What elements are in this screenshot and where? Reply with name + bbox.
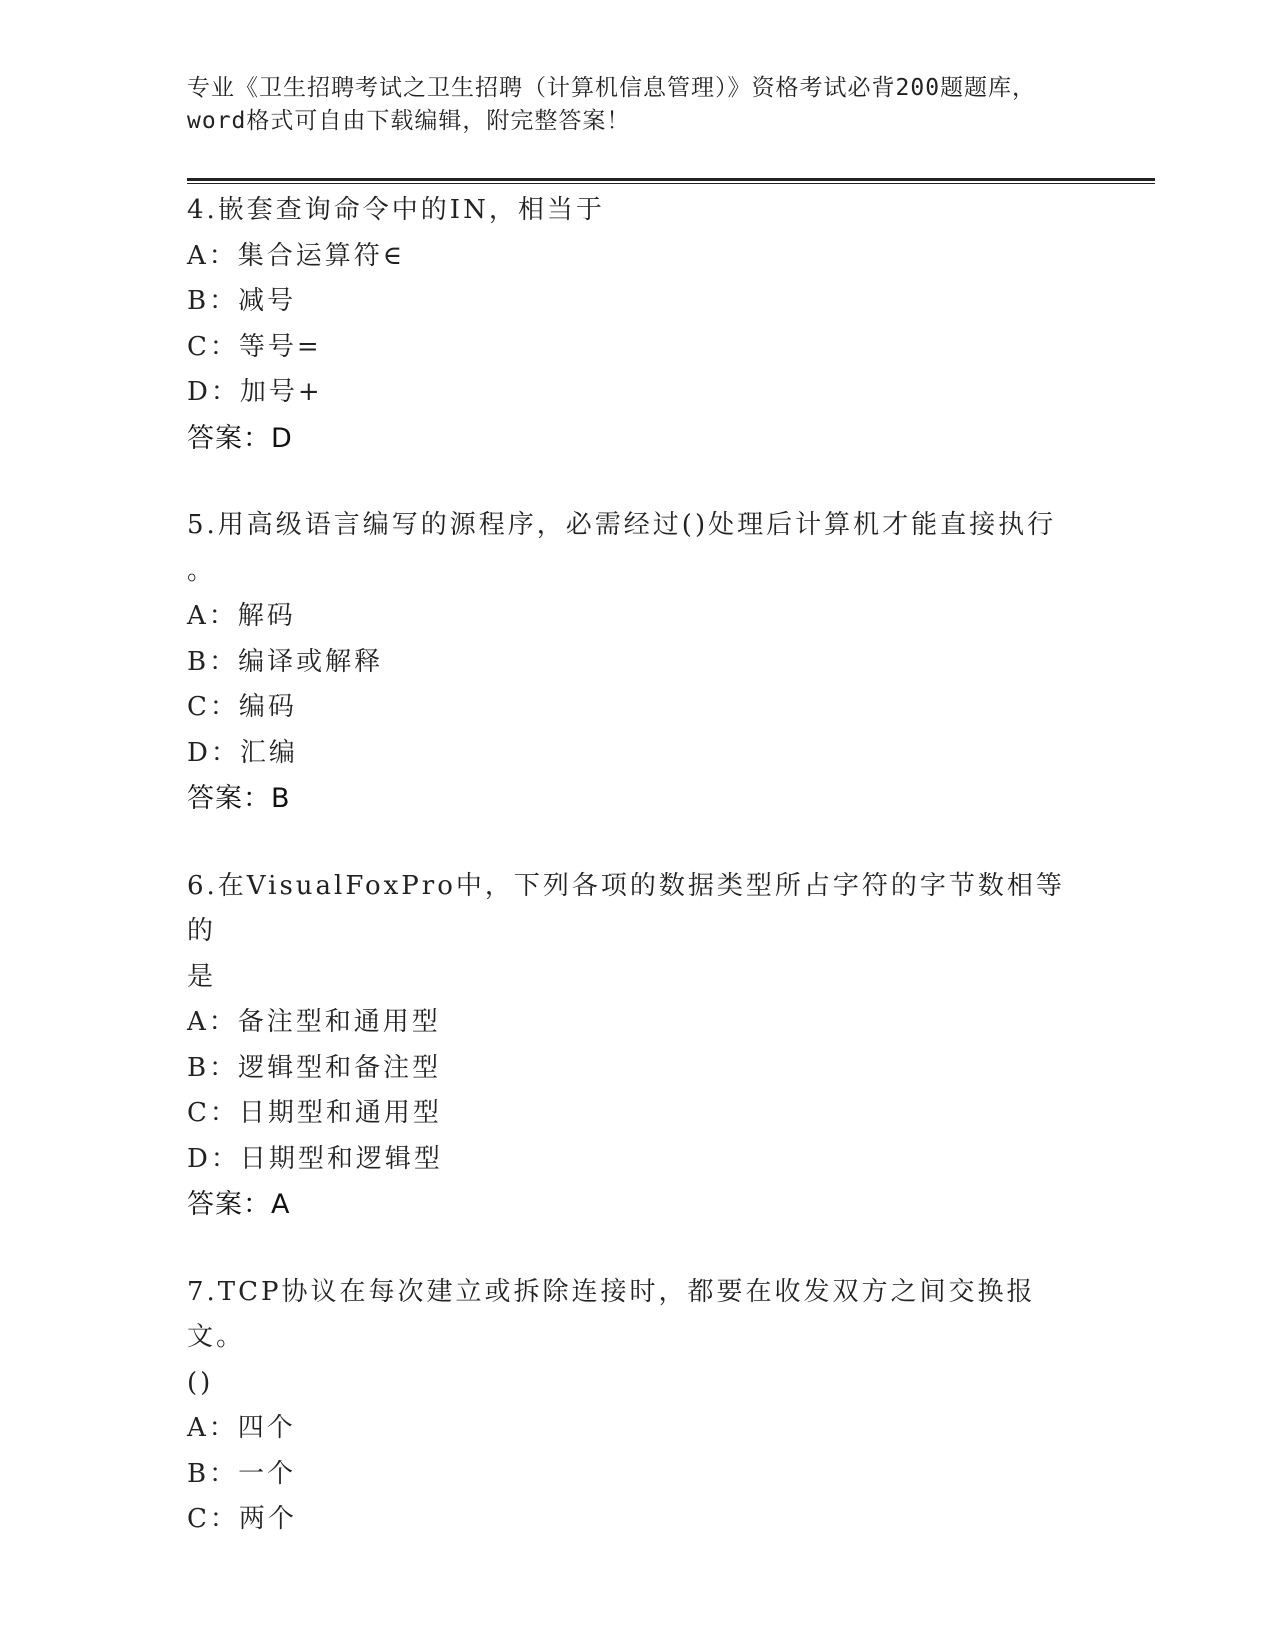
question-stem: 7.TCP协议在每次建立或拆除连接时，都要在收发双方之间交换报文。 bbox=[187, 1276, 1036, 1352]
option-b: B：减号 bbox=[187, 286, 297, 316]
option-a: A：四个 bbox=[187, 1413, 296, 1443]
option-c: C：编码 bbox=[187, 692, 297, 722]
question-5 bbox=[187, 503, 1087, 822]
answer-line: 答案：A bbox=[187, 1189, 291, 1220]
question-list bbox=[187, 188, 1087, 1585]
option-d: D：加号+ bbox=[187, 377, 323, 407]
question-stem-continuation: 。 bbox=[187, 555, 217, 586]
question-6 bbox=[187, 864, 1087, 1228]
header-line-1: 专业《卫生招聘考试之卫生招聘（计算机信息管理）》资格考试必背200题题库， bbox=[187, 75, 1037, 101]
question-stem: 4.嵌套查询命令中的IN，相当于 bbox=[187, 195, 605, 225]
option-a: A：备注型和通用型 bbox=[187, 1007, 441, 1037]
option-b: B：逻辑型和备注型 bbox=[187, 1052, 442, 1083]
option-c: C：等号= bbox=[187, 331, 322, 362]
header-line-2: word格式可自由下载编辑，附完整答案！ bbox=[187, 108, 631, 134]
answer-line: 答案：D bbox=[187, 422, 293, 454]
header-divider-thick bbox=[187, 178, 1155, 181]
question-7 bbox=[187, 1270, 1087, 1543]
option-d: D：日期型和逻辑型 bbox=[187, 1143, 443, 1174]
option-c: C：日期型和通用型 bbox=[187, 1098, 442, 1128]
question-stem-continuation: 是 bbox=[187, 961, 217, 992]
header-divider-thin bbox=[187, 183, 1155, 184]
option-d: D：汇编 bbox=[187, 737, 298, 768]
document-header bbox=[187, 72, 1087, 138]
option-a: A：解码 bbox=[187, 601, 296, 631]
question-stem-continuation: () bbox=[187, 1367, 214, 1398]
answer-line: 答案：B bbox=[187, 783, 291, 814]
option-b: B：编译或解释 bbox=[187, 646, 384, 677]
question-stem: 5.用高级语言编写的源程序，必需经过()处理后计算机才能直接执行 bbox=[187, 510, 1057, 540]
option-b: B：一个 bbox=[187, 1458, 297, 1489]
option-c: C：两个 bbox=[187, 1504, 297, 1534]
question-stem: 6.在VisualFoxPro中，下列各项的数据类型所占字符的字节数相等的 bbox=[187, 870, 1065, 946]
question-4 bbox=[187, 188, 1087, 461]
option-a: A：集合运算符∈ bbox=[187, 240, 406, 271]
